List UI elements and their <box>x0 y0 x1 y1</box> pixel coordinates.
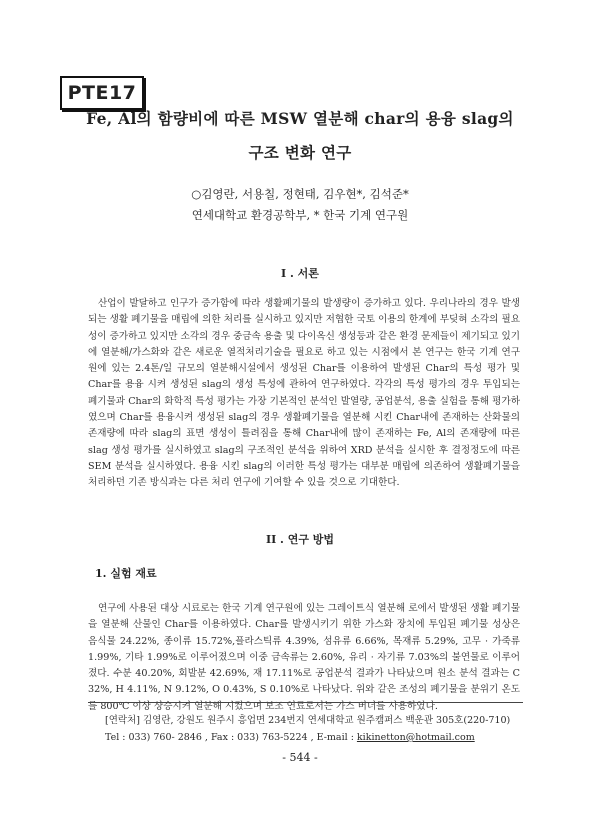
contact-email-link[interactable]: kikinetton@hotmail.com <box>356 732 475 743</box>
section-heading-introduction: I . 서론 <box>281 267 319 280</box>
paper-title-line2: 구조 변화 연구 <box>248 143 352 162</box>
page-number: - 544 - <box>282 751 318 764</box>
introduction-paragraph: 산업이 발달하고 인구가 증가함에 따라 생활폐기물의 발생량이 증가하고 있다. 우리나라의 경우 발생되는 생활 폐기물을 매립에 의한 처리를 실시하고 있지만 저협한 국토 이용의 한계에 부딪혀 소각의 필요성이 증가하고 있지만 소각의 경우 중금속 용출 및 다이옥신 생성등과 같은 환경 문제들이 제기되고 있기에 열분해/가스화와 같은 새로운 열적처리기술을 필요로 하고 있는 시점에서 본 연구는 한국 기계 연구원에 있는 2.4톤/일 규모의 열분해시설에서 생성된 Char를 이용하여 발생된 Char의 특성 평가 및 Char를 용융 시켜 생성된 slag의 생성 특성에 관하여 연구하였다. 각각의 특성 평가의 경우 투입되는 폐기물과 Char의 화학적 특성 평가는 가장 기본적인 분석인 발열량, 공업분석, 용출 실험을 통해 평가하였으며 Char를 용융시켜 생성된 slag의 경우 생활폐기물을 열분해 시킨 Char내에 존재하는 산화물의 존재량에 따라 slag의 표면 생성이 틀려짐을 통해 Char내에 많이 존재하는 Fe, Al의 존재량에 따른 slag 생성 평가를 실시하였고 slag의 구조적인 분석을 위하여 XRD 분석을 실시한 후 결정정도에 따른 SEM 분석을 실시하였다. 용융 시킨 slag의 이러한 특성 평가는 대부분 매립에 의존하여 생활폐기물을 처리하던 기존 방식과는 다른 처리 연구에 기여할 수 있을 것으로 기대한다. <box>88 298 520 489</box>
paper-title-line1: Fe, Al의 함량비에 따른 MSW 열분해 char의 용융 slag의 <box>86 109 514 128</box>
paper-code-box: PTE17 <box>60 76 144 110</box>
contact-phone-line <box>105 731 525 745</box>
contact-phone-fax: Tel : 033) 760- 2846 , Fax : 033) 763-5224 , E-mail : <box>105 732 357 743</box>
footnote-divider <box>88 702 523 703</box>
affiliation-list: 연세대학교 환경공학부, * 한국 기계 연구원 <box>191 208 409 222</box>
contact-address: [연락처] 김영란, 강원도 원주시 흥업면 234번지 연세대학교 원주캠퍼스 백운관 305호(220-710) <box>105 715 511 726</box>
materials-paragraph: 연구에 사용된 대상 시료로는 한국 기계 연구원에 있는 그레이트식 열분해 로에서 발생된 생활 폐기물을 열분해 산물인 Char를 이용하였다. Char를 발생시키기 위한 가스화 장치에 투입된 폐기물 성상은 음식물 24.22%, 종이류 15.72%,플라스틱류 4.39%, 섬유류 6.66%, 목재류 5.29%, 고무 · 가죽류1.99%, 기타 1.99%로 이루어졌으며 이중 금속류는 2.60%, 유리 · 자기류 7.03%의 불연물로 이루어졌다. 수분 40.20%, 회발분 42.69%, 재 17.11%로 공업분석 결과가 나타났으며 원소 분석 결과는 C 32%, H 4.11%, N 9.12%, O 0.43%, S 0.10%로 나타났다. 위와 같은 조성의 폐기물을 분위기 온도를 800℃ 이상 상승시켜 열분해 시켰으며 보조 연료로서는 가스 버너를 사용하였다. <box>88 603 520 712</box>
subsection-heading-materials: 1. 실험 재료 <box>95 567 157 580</box>
section-heading-methods: II . 연구 방법 <box>265 533 335 546</box>
author-list: ○김영란, 서용칠, 정현태, 김우현*, 김석준* <box>191 187 409 201</box>
